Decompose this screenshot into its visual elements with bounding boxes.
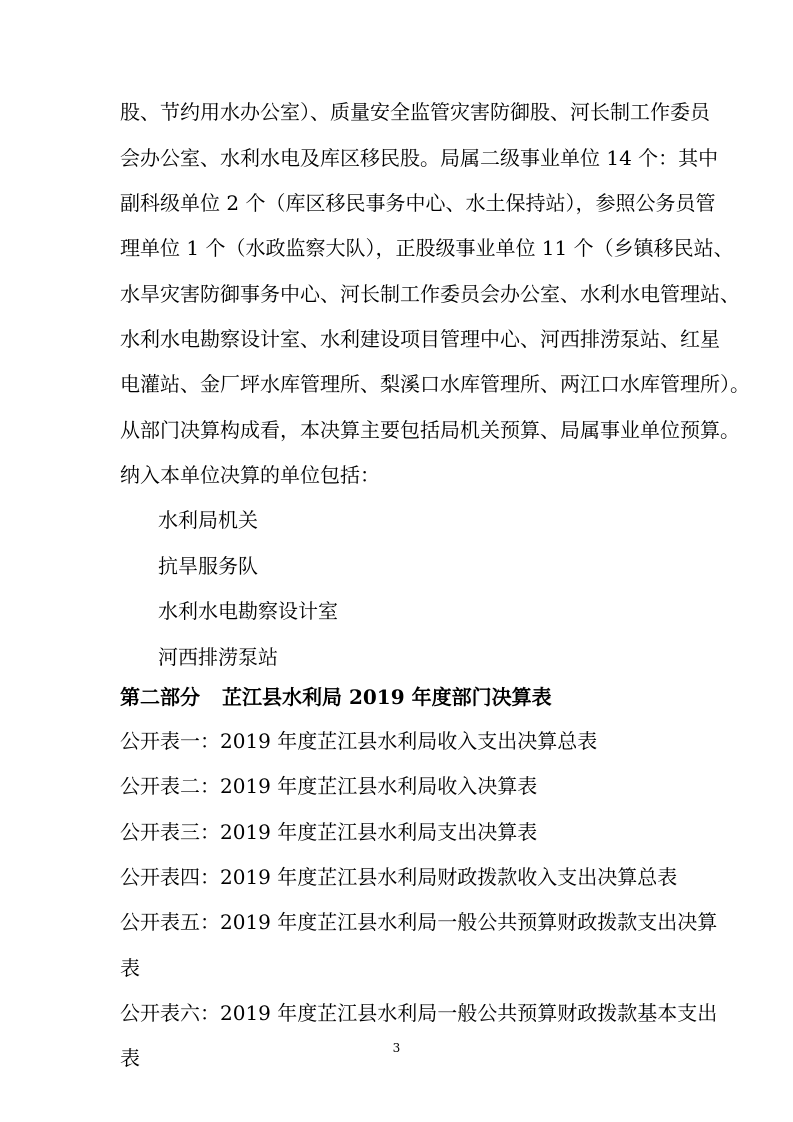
section-title: 芷江县水利局 2019 年度部门决算表 xyxy=(222,685,552,709)
table-list-item: 公开表二：2019 年度芷江县水利局收入决算表 xyxy=(120,774,538,798)
unit-list-item: 抗旱服务队 xyxy=(158,554,258,578)
paragraph-line: 水利水电勘察设计室、水利建设项目管理中心、河西排涝泵站、红星 xyxy=(120,327,720,351)
paragraph-line: 水旱灾害防御事务中心、河长制工作委员会办公室、水利水电管理站、 xyxy=(120,282,740,306)
table-list-item-continuation: 表 xyxy=(120,1046,140,1070)
unit-list-item: 水利水电勘察设计室 xyxy=(158,599,338,623)
table-list-item: 公开表六：2019 年度芷江县水利局一般公共预算财政拨款基本支出 xyxy=(120,1001,718,1025)
paragraph-line: 理单位 1 个（水政监察大队），正股级事业单位 11 个（乡镇移民站、 xyxy=(120,236,734,260)
paragraph-line: 纳入本单位决算的单位包括： xyxy=(120,463,380,487)
paragraph-line: 股、节约用水办公室）、质量安全监管灾害防御股、河长制工作委员 xyxy=(120,100,710,124)
paragraph-line: 电灌站、金厂坪水库管理所、梨溪口水库管理所、两江口水库管理所）。 xyxy=(120,372,750,396)
page-number: 3 xyxy=(392,1041,401,1055)
table-list-item: 公开表三：2019 年度芷江县水利局支出决算表 xyxy=(120,820,538,844)
section-heading xyxy=(120,684,680,710)
section-part-label: 第二部分 xyxy=(120,685,200,709)
unit-list-item: 河西排涝泵站 xyxy=(158,645,278,669)
table-list-item: 公开表四：2019 年度芷江县水利局财政拨款收入支出决算总表 xyxy=(120,865,678,889)
paragraph-line: 会办公室、水利水电及库区移民股。局属二级事业单位 14 个：其中 xyxy=(120,146,719,170)
unit-list-item: 水利局机关 xyxy=(158,508,258,532)
table-list-item-continuation: 表 xyxy=(120,956,140,980)
table-list-item: 公开表五：2019 年度芷江县水利局一般公共预算财政拨款支出决算 xyxy=(120,910,718,934)
paragraph-line: 从部门决算构成看，本决算主要包括局机关预算、局属事业单位预算。 xyxy=(120,418,740,442)
paragraph-line: 副科级单位 2 个（库区移民事务中心、水土保持站），参照公务员管 xyxy=(120,191,716,215)
table-list-item: 公开表一：2019 年度芷江县水利局收入支出决算总表 xyxy=(120,729,598,753)
